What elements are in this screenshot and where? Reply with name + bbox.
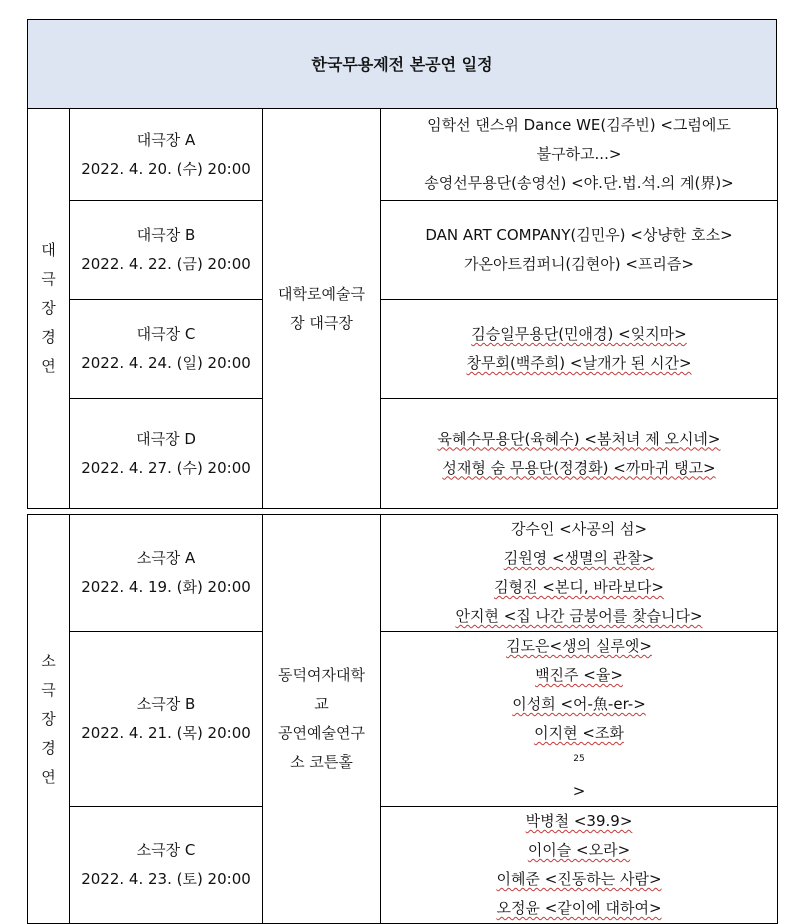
label-char: 소 (41, 651, 56, 670)
program-line: 창무회(백주희) <날개가 된 시간> (466, 354, 692, 372)
label-char: 장 (41, 299, 56, 317)
label-char: 대 (41, 241, 56, 259)
program-line: 안지현 <집 나간 금붕어를 찾습니다> (455, 607, 703, 625)
program-line: 이이슬 <오라> (527, 841, 631, 859)
program-cell (381, 632, 778, 807)
stage-name: 소극장 C (136, 841, 196, 859)
superscript: 25 (573, 754, 585, 764)
stage-cell (70, 399, 263, 509)
program-line (381, 719, 777, 806)
program-line: 김승일무용단(민애경) <잊지마> (471, 325, 687, 343)
program-line: 이성희 <어-魚-er-> (512, 695, 646, 713)
venue-cell-small (263, 515, 381, 924)
stage-date: 2022. 4. 22. (금) 20:00 (81, 255, 251, 273)
stage-cell (70, 632, 263, 807)
venue-line: 소 코튼홀 (290, 753, 353, 771)
stage-cell (70, 300, 263, 399)
program-line: 이혜준 <진동하는 사람> (496, 870, 662, 888)
stage-cell (70, 515, 263, 632)
program-cell (381, 399, 778, 509)
label-char: 경 (41, 328, 56, 346)
stage-name: 소극장 A (136, 549, 196, 567)
program-cell (381, 515, 778, 632)
program-line: 김형진 <본디, 바라보다> (494, 578, 664, 596)
stage-name: 대극장 A (136, 130, 196, 149)
program-line-text: 이지현 <조화 (534, 724, 624, 742)
label-char: 극 (41, 270, 56, 288)
stage-date: 2022. 4. 23. (토) 20:00 (81, 870, 251, 888)
program-line: 박병철 <39.9> (525, 812, 633, 830)
program-cell (381, 109, 778, 201)
stage-cell (70, 807, 263, 924)
closing-bracket: > (572, 782, 586, 800)
label-char: 경 (41, 738, 56, 757)
program-line: 김원영 <생멸의 관찰> (503, 549, 655, 567)
stage-cell (70, 109, 263, 201)
stage-date: 2022. 4. 27. (수) 20:00 (81, 458, 251, 477)
stage-date: 2022. 4. 19. (화) 20:00 (81, 578, 251, 596)
stage-name: 대극장 B (136, 226, 196, 244)
venue-line: 대학로예술극 (278, 284, 365, 303)
label-char: 장 (41, 709, 56, 728)
page-title: 한국무용제전 본공연 일정 (28, 20, 777, 109)
program-cell (381, 201, 778, 300)
program-cell (381, 300, 778, 399)
program-line: 임학선 댄스위 Dance WE(김주빈) <그럼에도 (427, 116, 731, 134)
program-line: 육혜수무용단(육혜수) <봄처녀 제 오시네> (437, 429, 721, 448)
program-line: 불구하고...> (536, 145, 622, 163)
program-line: 성재형 숨 무용단(정경화) <까마귀 탱고> (442, 458, 716, 477)
label-char: 극 (41, 680, 56, 699)
stage-date: 2022. 4. 20. (수) 20:00 (81, 159, 251, 178)
program-line: 김도은<생의 실루엣> (506, 637, 652, 655)
large-theater-table (27, 108, 778, 509)
stage-date: 2022. 4. 24. (일) 20:00 (81, 354, 251, 372)
stage-cell (70, 201, 263, 300)
program-line: DAN ART COMPANY(김민우) <상냥한 호소> (425, 226, 733, 244)
program-line: 백진주 <율> (535, 666, 623, 684)
stage-name: 소극장 B (136, 695, 196, 713)
program-line: 강수인 <사공의 섬> (510, 520, 648, 538)
label-char: 연 (41, 767, 56, 786)
small-theater-table (27, 514, 778, 924)
title-table (27, 19, 777, 109)
venue-cell-large (263, 109, 381, 509)
section-label-small (28, 515, 70, 924)
stage-name: 대극장 D (136, 429, 196, 448)
venue-line: 공연예술연구 (278, 724, 365, 742)
venue-line: 장 대극장 (290, 313, 353, 332)
program-cell (381, 807, 778, 924)
section-label-large (28, 109, 70, 509)
venue-line: 동덕여자대학 (278, 666, 365, 684)
label-char: 연 (41, 357, 56, 375)
stage-date: 2022. 4. 21. (목) 20:00 (81, 724, 251, 742)
venue-line: 교 (314, 695, 329, 713)
program-line: 오정윤 <같이에 대하여> (496, 899, 662, 917)
stage-name: 대극장 C (136, 325, 196, 343)
program-line: 가온아트컴퍼니(김현아) <프리즘> (464, 255, 694, 273)
program-line: 송영선무용단(송영선) <야.단.법.석.의 계(界)> (424, 174, 734, 192)
